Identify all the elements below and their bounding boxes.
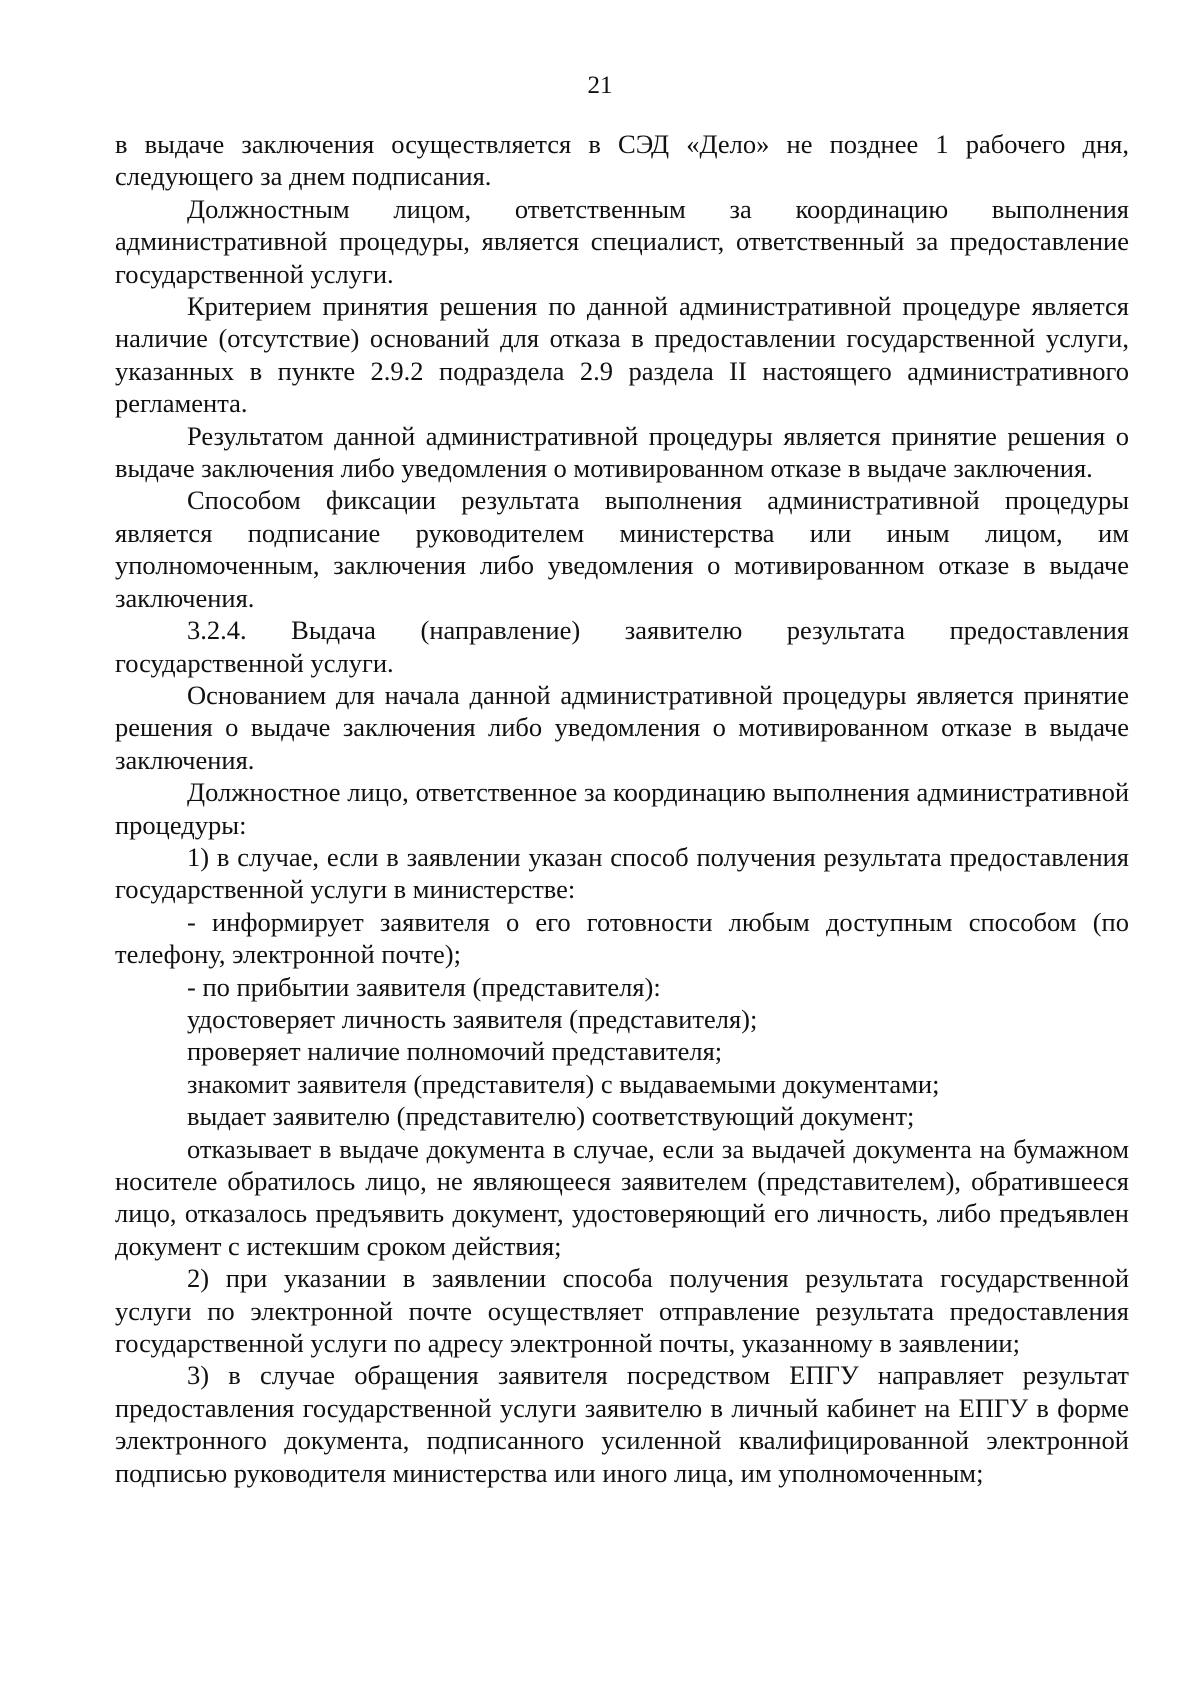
page-number: 21 — [587, 72, 613, 99]
list-item: 1) в случае, если в заявлении указан способ получения результата предоставления государственной услуги в министерстве: — [115, 841, 1129, 905]
paragraph: Способом фиксации результата выполнения административной процедуры является подписание руководителем министерства или иным лицом, им уполномоченным, заключения либо уведомления о мотивированном отказе в выдаче заключения. — [115, 485, 1129, 613]
list-item: 3) в случае обращения заявителя посредством ЕПГУ направляет результат предоставления государственной услуги заявителю в личный кабинет на ЕПГУ в форме электронного документа, подписанного усиленной квалифицированной электронной подписью руководителя министерства или иного лица, им уполномоченным; — [115, 1360, 1129, 1488]
paragraph: в выдаче заключения осуществляется в СЭД «Дело» не позднее 1 рабочего дня, следующего за днем подписания. — [115, 129, 1129, 192]
paragraph: Должностное лицо, ответственное за координацию выполнения административной процедуры: — [115, 777, 1129, 840]
list-item: выдает заявителю (представителю) соответствующий документ; — [187, 1101, 915, 1132]
paragraph: Основанием для начала данной административной процедуры является принятие решения о выдаче заключения либо уведомления о мотивированном отказе в выдаче заключения. — [115, 679, 1129, 775]
list-item: - по прибытии заявителя (представителя): — [187, 971, 661, 1002]
paragraph: Критерием принятия решения по данной административной процедуре является наличие (отсутствие) оснований для отказа в предоставлении государственной услуги, указанных в пункте 2.9.2 подраздела 2.9 раздела II настоящего административного регламента. — [115, 291, 1129, 419]
list-item: удостоверяет личность заявителя (представителя); — [187, 1003, 758, 1034]
list-item: 2) при указании в заявлении способа получения результата государственной услуги по электронной почте осуществляет отправление результата предоставления государственной услуги по адресу электронной почты, указанному в заявлении; — [115, 1263, 1129, 1359]
list-item: знакомит заявителя (представителя) с выдаваемыми документами; — [187, 1068, 940, 1099]
list-item: проверяет наличие полномочий представителя; — [187, 1036, 723, 1067]
list-item: отказывает в выдаче документа в случае, если за выдачей документа на бумажном носителе обратилось лицо, не являющееся заявителем (представителем), обратившееся лицо, отказалось предъявить документ, удостоверяющий его личность, либо предъявлен документ с истекшим сроком действия; — [115, 1133, 1129, 1261]
paragraph: Результатом данной административной процедуры является принятие решения о выдаче заключения либо уведомления о мотивированном отказе в выдаче заключения. — [115, 420, 1129, 484]
paragraph: Должностным лицом, ответственным за координацию выполнения административной процедуры, является специалист, ответственный за предоставление государственной услуги. — [115, 193, 1129, 289]
document-body — [115, 128, 1129, 1489]
list-item: - информирует заявителя о его готовности любым доступным способом (по телефону, электронной почте); — [115, 906, 1129, 970]
section-heading: 3.2.4. Выдача (направление) заявителю результата предоставления государственной услуги. — [115, 615, 1129, 678]
